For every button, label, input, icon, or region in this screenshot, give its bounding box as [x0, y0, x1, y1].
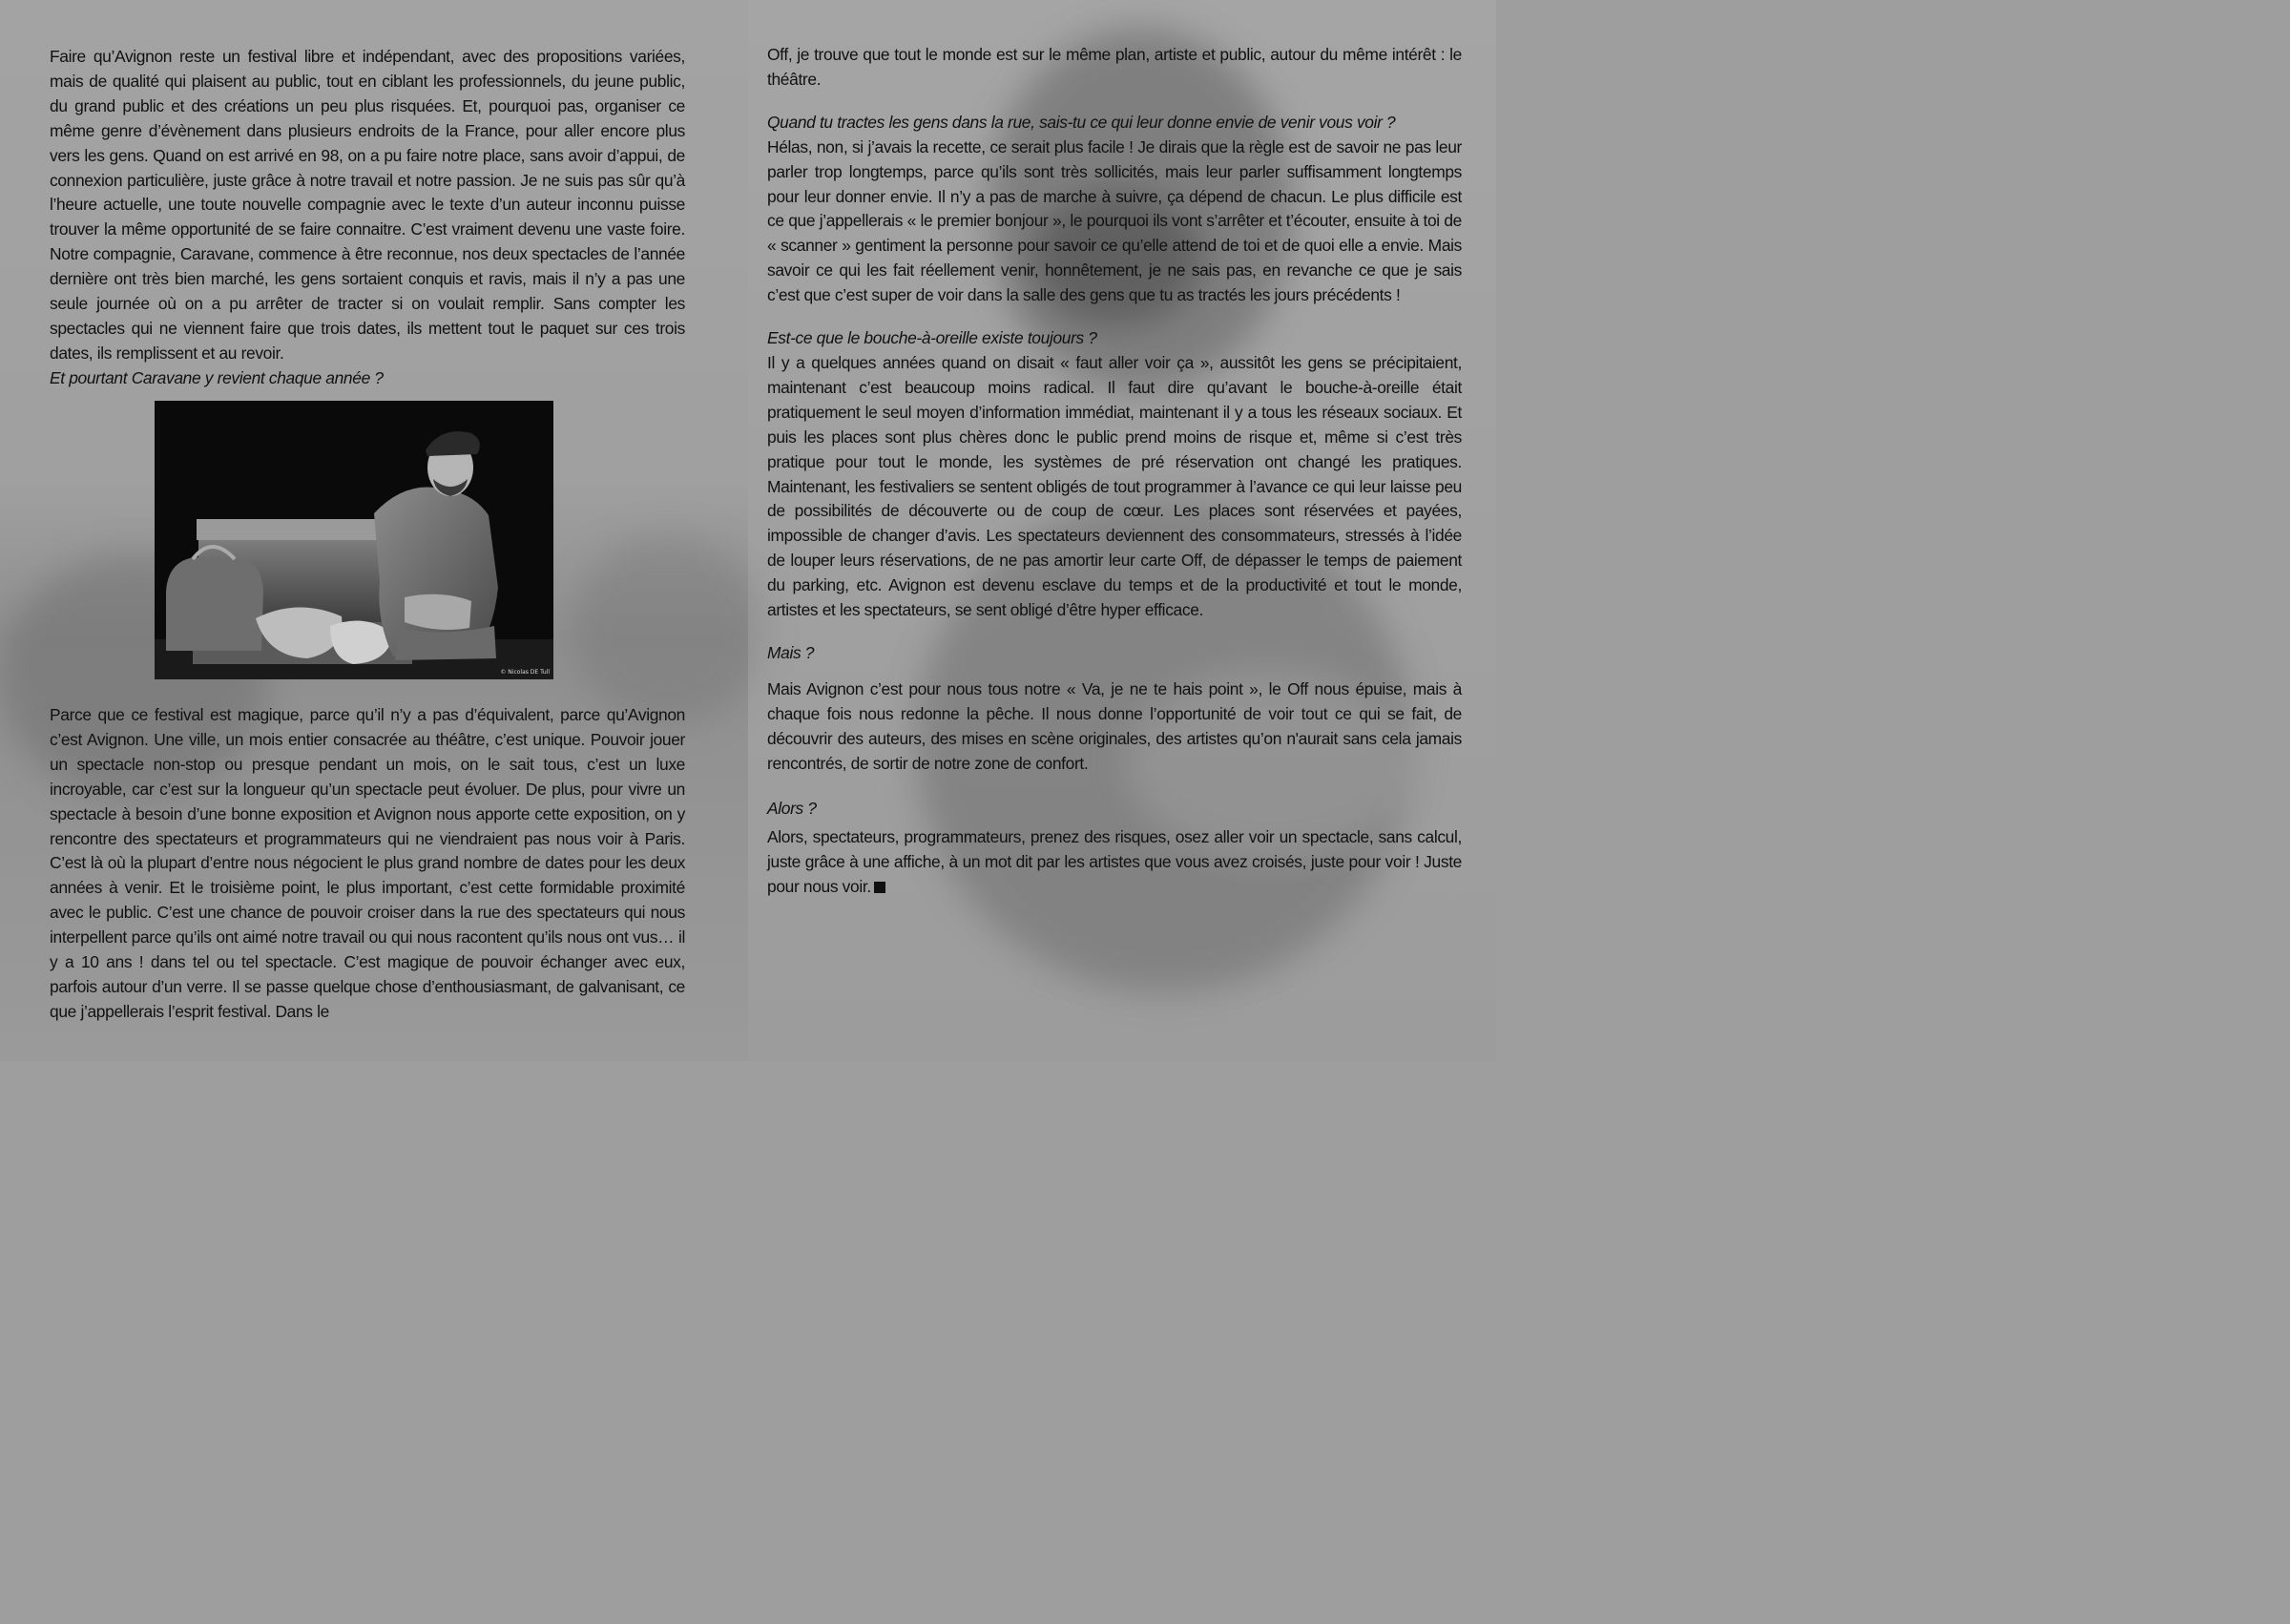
- interview-question: Alors ?: [767, 799, 817, 819]
- photo-credit: © Nicolas DE Tull: [500, 669, 550, 676]
- end-of-article-mark: [874, 882, 885, 893]
- paragraph: Hélas, non, si j’avais la recette, ce serait plus facile ! Je dirais que la règle est de savoir ne pas leur parler trop longtemps, parce qu’ils sont très sollicités, mais leur parler suffisamment longtemps pour leur donner envie. Il n’y a pas de marche à suivre, ça dépend de chacun. Le plus difficile est ce que j’appellerais « le premier bonjour », le pourquoi ils vont s’arrêter et t’écouter, ensuite à toi de « scanner » gentiment la personne pour savoir ce qu’elle attend de toi et de quoi elle a envie. Mais savoir ce qui les fait réellement venir, honnêtement, je ne sais pas, en revanche ce que je sais c’est que c’est super de voir dans la salle des gens que tu as tractés les jours précédents !: [767, 136, 1462, 305]
- closing-text: Alors, spectateurs, programmateurs, prenez des risques, osez aller voir un spectacle, sans calcul, juste grâce à une affiche, à un mot dit par les artistes que vous avez croisés, juste pour voir ! Juste pour nous voir.: [767, 827, 1462, 897]
- background-photo-shade: [572, 534, 763, 725]
- paragraph: Faire qu’Avignon reste un festival libre et indépendant, avec des propositions variées, mais de qualité qui plaisent au public, tout en ciblant les professionnels, du jeune public, du grand public et des créations un peu plus risquées. Et, pourquoi pas, organiser ce même genre d’évènement dans plusieurs endroits de la France, pour aller encore plus vers les gens. Quand on est arrivé en 98, on a pu faire notre place, sans avoir d’appui, de connexion particulière, juste grâce à notre travail et notre passion. Je ne suis pas sûr qu’à l’heure actuelle, une toute nouvelle compagnie avec le texte d’un auteur inconnu puisse trouver la même opportunité de se faire connaitre. C’est vraiment devenu une vaste foire. Notre compagnie, Caravane, commence à être reconnue, nos deux spectacles de l’année dernière ont très bien marché, les gens sortaient conquis et ravis, mais il n’y a pas une seule journée où on a pu arrêter de tracter si on voulait remplir. Sans compter les spectacles qui ne viennent faire que trois dates, ils mettent tout le paquet sur ces trois dates, ils remplissent et au revoir.: [50, 47, 685, 363]
- paragraph: [767, 825, 1462, 900]
- left-column-top: [50, 45, 685, 391]
- left-column-bottom: [50, 703, 685, 1025]
- interview-question: Quand tu tractes les gens dans la rue, sais-tu ce qui leur donne envie de venir vous voir ?: [767, 112, 1396, 132]
- magazine-spread: [0, 0, 1496, 1061]
- paragraph: Mais Avignon c’est pour nous tous notre « Va, je ne te hais point », le Off nous épuise, mais à chaque fois nous redonne la pêche. Il nous donne l’opportunité de voir tout ce qui se fait, de découvrir des auteurs, des mises en scène originales, des artistes qu’on n'aurait sans cela jamais rencontrés, de sortir de notre zone de confort.: [767, 678, 1462, 773]
- paragraph: Il y a quelques années quand on disait « faut aller voir ça », aussitôt les gens se précipitaient, maintenant c’est beaucoup moins radical. Il faut dire qu’avant le bouche-à-oreille était pratiquement le seul moyen d’information immédiat, maintenant il y a tous les réseaux sociaux. Et puis les places sont plus chères donc le public prend moins de risque et, même si c’est très pratique pour tout le monde, les systèmes de pré réservation ont changé les pratiques. Maintenant, les festivaliers se sentent obligés de tout programmer à l’avance ce qui leur laisse peu de possibilités de découverte ou de coup de cœur. Les places sont réservées et payées, impossible de changer d’avis. Les spectateurs deviennent des consommateurs, stressés à l’idée de louper leurs réservations, de ne pas amortir leur carte Off, de dépasser le temps de paiement du parking, etc. Avignon est devenu esclave du temps et de la productivité et tout le monde, artistes et les spectateurs, se sent obligé d’être hyper efficace.: [767, 352, 1462, 620]
- paragraph: Parce que ce festival est magique, parce qu’il n’y a pas d’équivalent, parce qu’Avignon c’est Avignon. Une ville, un mois entier consacrée au théâtre, c’est unique. Pouvoir jouer un spectacle non-stop ou presque pendant un mois, on le sait tous, c’est un luxe incroyable, car c’est sur la longueur qu’un spectacle peut évoluer. De plus, pour vivre un spectacle à besoin d’une bonne exposition et Avignon nous apporte cette exposition, on y rencontre des spectateurs et programmateurs qui ne viendraient pas nous voir à Paris. C’est là où la plupart d’entre nous négocient le plus grand nombre de dates pour les deux années à venir. Et le troisième point, le plus important, c’est cette formidable proximité avec le public. C’est une chance de pouvoir croiser dans la rue des spectateurs qui nous interpellent parce qu’ils ont aimé notre travail ou qui nous racontent qu’ils nous ont vus… il y a 10 ans ! dans tel ou tel spectacle. C’est magique de pouvoir échanger avec eux, parfois autour d’un verre. Il se passe quelque chose d’enthousiasmant, de galvanisant, ce que j’appellerais l’esprit festival. Dans le: [50, 705, 685, 1021]
- actor-photo: [155, 401, 553, 679]
- leather-bag: [166, 557, 263, 651]
- right-column: [767, 43, 1462, 900]
- paragraph: Off, je trouve que tout le monde est sur le même plan, artiste et public, autour du même intérêt : le théâtre.: [767, 45, 1462, 89]
- interview-question: Et pourtant Caravane y revient chaque année ?: [50, 367, 384, 387]
- interview-question: Est-ce que le bouche-à-oreille existe toujours ?: [767, 328, 1097, 348]
- actor-photo-illustration: [155, 401, 553, 679]
- interview-question: Mais ?: [767, 642, 815, 662]
